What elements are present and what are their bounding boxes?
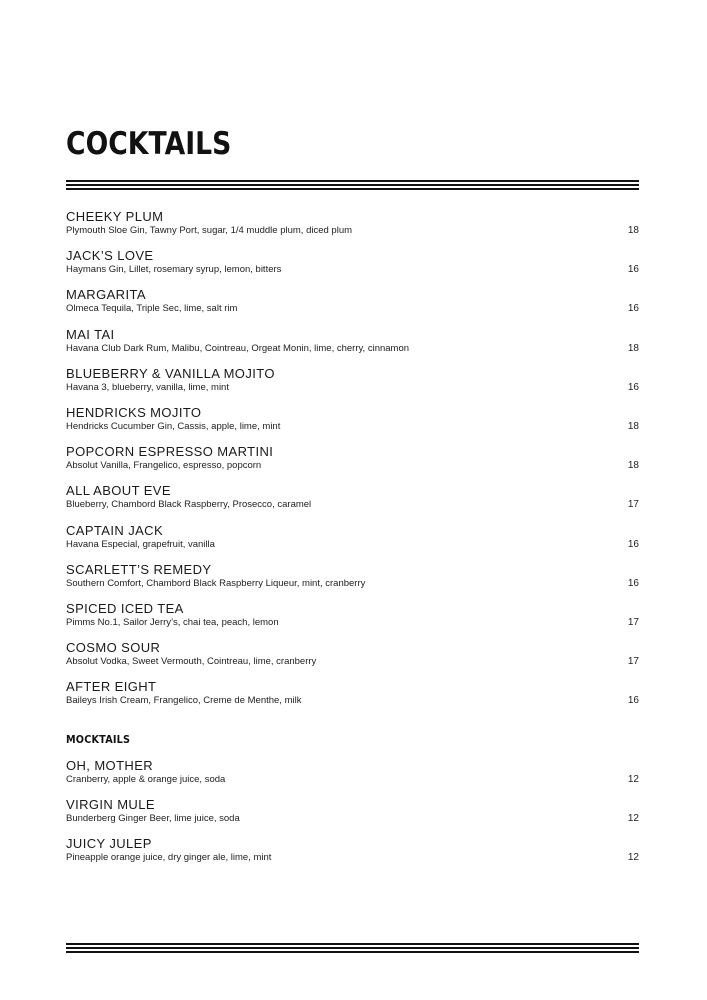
menu-item-price: 12 xyxy=(627,852,639,864)
menu-item xyxy=(66,405,639,444)
menu-item-price: 16 xyxy=(627,695,639,707)
menu-item xyxy=(66,562,639,601)
menu-item-description: Havana 3, blueberry, vanilla, lime, mint xyxy=(66,381,229,393)
menu-item xyxy=(66,327,639,366)
menu-item-name: JUICY JULEP xyxy=(66,836,152,852)
menu-item xyxy=(66,640,639,679)
menu-item xyxy=(66,797,639,836)
menu-item xyxy=(66,836,639,875)
menu-item-name: BLUEBERRY & VANILLA MOJITO xyxy=(66,365,275,381)
menu-item-price: 12 xyxy=(627,774,639,785)
menu-item-price: 18 xyxy=(627,342,639,354)
menu-item-name: ALL ABOUT EVE xyxy=(66,483,171,499)
menu-item-price: 18 xyxy=(627,225,639,236)
menu-item-name: SCARLETT’S REMEDY xyxy=(66,561,212,577)
menu-item xyxy=(66,287,639,326)
menu-item-name: CHEEKY PLUM xyxy=(66,209,164,224)
menu-item-description: Baileys Irish Cream, Frangelico, Creme de Menthe, milk xyxy=(66,695,302,707)
menu-item-price: 17 xyxy=(627,616,639,628)
menu-item-price: 16 xyxy=(627,577,639,589)
menu-item-price: 16 xyxy=(627,538,639,550)
menu-item-price: 16 xyxy=(627,303,639,315)
menu-item-description: Cranberry, apple & orange juice, soda xyxy=(66,774,226,785)
menu-item-description: Absolut Vanilla, Frangelico, espresso, popcorn xyxy=(66,460,262,472)
menu-item-description: Pimms No.1, Sailor Jerry’s, chai tea, peach, lemon xyxy=(66,616,279,628)
menu-item-price: 17 xyxy=(627,499,639,511)
menu-item xyxy=(66,366,639,405)
menu-item-description: Haymans Gin, Lillet, rosemary syrup, lemon, bitters xyxy=(66,264,282,276)
menu-item-price: 18 xyxy=(627,460,639,472)
page-title: COCKTAILS xyxy=(66,126,232,162)
menu-item-description: Blueberry, Chambord Black Raspberry, Prosecco, caramel xyxy=(66,499,312,511)
menu-item-price: 16 xyxy=(627,264,639,276)
mocktails-heading: MOCKTAILS xyxy=(66,733,131,746)
menu-item xyxy=(66,209,639,248)
menu-item-price: 17 xyxy=(627,656,639,668)
menu-item-name: HENDRICKS MOJITO xyxy=(66,404,202,420)
menu-item xyxy=(66,444,639,483)
menu-item-description: Havana Especial, grapefruit, vanilla xyxy=(66,538,215,550)
menu-item-name: COSMO SOUR xyxy=(66,640,161,656)
menu-item-description: Havana Club Dark Rum, Malibu, Cointreau, Orgeat Monin, lime, cherry, cinnamon xyxy=(66,342,410,354)
menu-item-description: Pineapple orange juice, dry ginger ale, lime, mint xyxy=(66,852,272,864)
menu-item-price: 16 xyxy=(627,381,639,393)
menu-item-name: JACK’S LOVE xyxy=(66,248,154,264)
menu-item-price: 18 xyxy=(627,420,639,432)
menu-item-description: Hendricks Cucumber Gin, Cassis, apple, lime, mint xyxy=(66,420,281,432)
menu-item-name: SPICED ICED TEA xyxy=(66,600,184,616)
menu-item-description: Plymouth Sloe Gin, Tawny Port, sugar, 1/4 muddle plum, diced plum xyxy=(66,225,353,236)
cocktail-list xyxy=(66,209,639,718)
menu-item-name: POPCORN ESPRESSO MARTINI xyxy=(66,444,274,460)
top-divider xyxy=(66,180,639,192)
menu-item-description: Olmeca Tequila, Triple Sec, lime, salt rim xyxy=(66,303,238,315)
menu-item-price: 12 xyxy=(627,813,639,825)
menu-item xyxy=(66,679,639,718)
menu-item-description: Southern Comfort, Chambord Black Raspberry Liqueur, mint, cranberry xyxy=(66,577,366,589)
menu-item-name: MAI TAI xyxy=(66,326,115,342)
menu-item xyxy=(66,523,639,562)
menu-item-name: AFTER EIGHT xyxy=(66,679,157,695)
menu-item-name: CAPTAIN JACK xyxy=(66,522,164,538)
menu-item-name: OH, MOTHER xyxy=(66,758,154,773)
menu-item xyxy=(66,483,639,522)
menu-item-name: MARGARITA xyxy=(66,287,146,303)
menu-item-description: Bunderberg Ginger Beer, lime juice, soda xyxy=(66,813,240,825)
bottom-divider xyxy=(66,943,639,955)
menu-item-name: VIRGIN MULE xyxy=(66,797,155,813)
menu-item xyxy=(66,248,639,287)
menu-item xyxy=(66,758,639,797)
menu-item-description: Absolut Vodka, Sweet Vermouth, Cointreau, lime, cranberry xyxy=(66,656,317,668)
mocktail-list xyxy=(66,758,639,876)
menu-item xyxy=(66,601,639,640)
